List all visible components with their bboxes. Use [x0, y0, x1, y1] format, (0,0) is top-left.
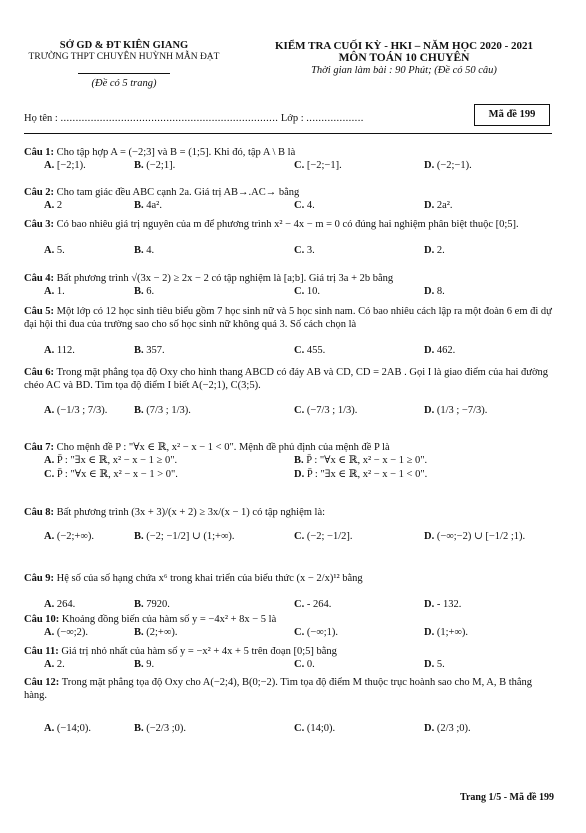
question-stem — [24, 645, 554, 658]
question-text: Bất phương trình √(3x − 2) ≥ 2x − 2 có tập nghiệm là [a;b]. Giá trị 3a + 2b bằng — [56, 273, 394, 284]
option-c[interactable] — [294, 404, 357, 417]
question-number: Câu 8: — [24, 507, 55, 518]
question-text: Cho mệnh đề P : "∀x ∈ ℝ, x² − x − 1 < 0". Mệnh đề phủ định của mệnh đề P là — [56, 442, 390, 453]
option-key: B. — [134, 531, 144, 542]
question-text: Khoảng đồng biến của hàm số y = −4x² + 8x − 5 là — [61, 614, 277, 625]
option-value: (−14;0). — [56, 723, 92, 734]
option-c[interactable] — [294, 244, 315, 257]
option-key: C. — [294, 345, 305, 356]
option-key: D. — [424, 405, 435, 416]
question-stem — [24, 506, 554, 519]
option-key: A. — [44, 455, 55, 466]
option-value: [−2;1). — [56, 160, 86, 171]
option-d[interactable] — [424, 244, 445, 257]
department-name: SỞ GD & ĐT KIÊN GIANG — [59, 40, 189, 51]
question-8 — [24, 506, 554, 542]
question-stem — [24, 272, 554, 285]
option-key: D. — [424, 160, 435, 171]
option-key: C. — [294, 627, 305, 638]
option-key: B. — [134, 599, 144, 610]
exam-duration: Thời gian làm bài : 90 Phút; (Đề có 50 câu) — [311, 65, 497, 76]
option-key: D. — [424, 599, 435, 610]
option-value: 8. — [436, 286, 445, 297]
question-text: Trong mặt phẳng tọa độ Oxy cho A(−2;4), B(0;−2). Tìm tọa độ điểm M thuộc trục hoành sao cho M, A, B thẳng hàng. — [24, 677, 533, 701]
option-d[interactable] — [424, 159, 472, 172]
option-b[interactable] — [134, 722, 186, 735]
option-a[interactable] — [44, 658, 65, 671]
option-key: B. — [134, 160, 144, 171]
option-value: 357. — [146, 345, 165, 356]
option-key: C. — [44, 469, 55, 480]
option-value: (−∞;−2) ∪ [−1/2 ;1). — [436, 531, 526, 542]
option-value: 10. — [306, 286, 320, 297]
question-number: Câu 1: — [24, 147, 55, 158]
option-a[interactable] — [44, 722, 91, 735]
option-key: A. — [44, 659, 55, 670]
question-stem — [24, 613, 554, 626]
question-11 — [24, 645, 554, 670]
option-c[interactable] — [294, 344, 325, 357]
question-text: Một lớp có 12 học sinh tiêu biểu gồm 7 học sinh nữ và 5 học sinh nam. Có bao nhiêu cách lập ra một đoàn 6 em đi dự đại hội thi đua của trường sao cho số học sinh nữ không quá 3. Số cách chọn là — [24, 306, 552, 330]
option-key: D. — [424, 627, 435, 638]
option-c[interactable] — [294, 285, 320, 298]
option-value: (2;+∞). — [146, 627, 178, 638]
question-text: Bất phương trình (3x + 3)/(x + 2) ≥ 3x/(x − 1) có tập nghiệm là: — [56, 507, 326, 518]
question-5 — [24, 305, 554, 356]
option-d[interactable] — [424, 658, 445, 671]
option-a[interactable] — [44, 530, 94, 543]
option-d[interactable] — [424, 626, 468, 639]
option-value: 5. — [56, 245, 65, 256]
student-info-line — [24, 112, 468, 126]
option-value: (−∞;1). — [306, 627, 339, 638]
question-stem — [24, 186, 554, 199]
class-label: Lớp : — [280, 113, 304, 124]
options-row — [24, 244, 554, 258]
option-c[interactable] — [294, 530, 353, 543]
option-key: A. — [44, 405, 55, 416]
option-key: B. — [134, 723, 144, 734]
option-a[interactable] — [44, 454, 177, 467]
name-label: Họ tên : — [24, 113, 58, 124]
question-text: Cho tập hợp A = (−2;3] và B = (1;5]. Khi đó, tập A \ B là — [56, 147, 296, 158]
options-row — [24, 285, 554, 299]
option-a[interactable] — [44, 344, 75, 357]
option-b[interactable] — [134, 598, 170, 611]
option-value: (1/3 ; −7/3). — [436, 405, 488, 416]
option-value: (14;0). — [306, 723, 336, 734]
option-key: B. — [134, 200, 144, 211]
option-key: A. — [44, 723, 55, 734]
question-number: Câu 2: — [24, 187, 55, 198]
option-b[interactable] — [134, 244, 154, 257]
option-value: 1. — [56, 286, 65, 297]
option-a[interactable] — [44, 626, 88, 639]
option-value: (−2;−1). — [436, 160, 472, 171]
option-a[interactable] — [44, 285, 65, 298]
option-a[interactable] — [44, 159, 86, 172]
option-value: (−2;+∞). — [56, 531, 94, 542]
option-key: A. — [44, 286, 55, 297]
header-separator — [24, 133, 552, 134]
option-value: (−∞;2). — [56, 627, 89, 638]
option-d[interactable] — [424, 722, 471, 735]
option-key: B. — [134, 659, 144, 670]
option-value: 2a². — [436, 200, 453, 211]
option-value: P̄ : "∃x ∈ ℝ, x² − x − 1 ≥ 0". — [56, 455, 178, 466]
option-value: (−1/3 ; 7/3). — [56, 405, 108, 416]
option-value: P̄ : "∀x ∈ ℝ, x² − x − 1 ≥ 0". — [306, 455, 428, 466]
options-row — [24, 658, 554, 672]
option-b[interactable] — [134, 626, 177, 639]
options-row — [24, 626, 554, 640]
option-key: A. — [44, 245, 55, 256]
option-a[interactable] — [44, 244, 65, 257]
option-key: C. — [294, 405, 305, 416]
question-3 — [24, 218, 554, 256]
question-10 — [24, 613, 554, 638]
option-key: C. — [294, 200, 305, 211]
option-d[interactable] — [424, 404, 487, 417]
option-key: B. — [294, 455, 304, 466]
exam-header — [236, 40, 572, 77]
option-b[interactable] — [134, 159, 175, 172]
option-value: (2/3 ;0). — [436, 723, 471, 734]
option-key: B. — [134, 286, 144, 297]
option-value: 462. — [436, 345, 456, 356]
option-value: 9. — [146, 659, 155, 670]
question-9 — [24, 572, 554, 610]
option-value: 3. — [306, 245, 315, 256]
option-b[interactable] — [134, 199, 162, 212]
option-key: C. — [294, 160, 305, 171]
option-c[interactable] — [294, 658, 315, 671]
option-b[interactable] — [134, 285, 154, 298]
school-name: TRƯỜNG THPT CHUYÊN HUỲNH MẪN ĐẠT — [28, 52, 220, 62]
question-number: Câu 11: — [24, 646, 59, 657]
question-number: Câu 4: — [24, 273, 55, 284]
question-stem — [24, 366, 554, 392]
question-stem — [24, 441, 554, 454]
question-text: Cho tam giác đều ABC cạnh 2a. Giá trị AB→.AC→ bằng — [56, 187, 300, 198]
option-key: B. — [134, 345, 144, 356]
option-value: P̄ : "∃x ∈ ℝ, x² − x − 1 < 0". — [306, 469, 428, 480]
option-key: D. — [424, 286, 435, 297]
question-7 — [24, 441, 554, 480]
question-number: Câu 3: — [24, 219, 55, 230]
option-value: P̄ : "∀x ∈ ℝ, x² − x − 1 > 0". — [56, 469, 178, 480]
option-c[interactable] — [294, 199, 315, 212]
option-value: - 264. — [306, 599, 332, 610]
question-number: Câu 12: — [24, 677, 60, 688]
option-key: D. — [294, 469, 305, 480]
header-divider — [78, 73, 170, 74]
option-a[interactable] — [44, 199, 62, 212]
question-text: Có bao nhiêu giá trị nguyên của m để phương trình x² − 4x − m = 0 có đúng hai nghiệm phân biệt thuộc [0;5]. — [56, 219, 519, 230]
option-key: D. — [424, 531, 435, 542]
question-stem — [24, 218, 554, 231]
options-row — [24, 454, 554, 468]
option-value: (−2; −1/2]. — [306, 531, 353, 542]
option-value: (1;+∞). — [436, 627, 469, 638]
option-key: A. — [44, 531, 55, 542]
option-key: C. — [294, 531, 305, 542]
question-stem — [24, 305, 554, 331]
option-c[interactable] — [294, 722, 335, 735]
question-number: Câu 6: — [24, 367, 55, 378]
question-6 — [24, 366, 554, 416]
option-c[interactable] — [294, 598, 331, 611]
option-value: (−2;1]. — [146, 160, 176, 171]
question-stem — [24, 572, 554, 585]
question-stem — [24, 676, 554, 702]
option-key: D. — [424, 723, 435, 734]
option-key: D. — [424, 200, 435, 211]
option-key: A. — [44, 160, 55, 171]
option-d[interactable] — [424, 199, 453, 212]
question-12 — [24, 676, 554, 734]
question-1 — [24, 146, 554, 171]
option-b[interactable] — [134, 658, 154, 671]
option-b[interactable] — [134, 530, 235, 543]
options-row — [24, 598, 554, 612]
question-number: Câu 5: — [24, 306, 55, 317]
option-key: B. — [134, 405, 144, 416]
question-number: Câu 9: — [24, 573, 55, 584]
option-value: 2. — [436, 245, 445, 256]
option-key: D. — [424, 245, 435, 256]
option-c[interactable] — [44, 468, 178, 481]
options-row — [24, 722, 554, 736]
option-c[interactable] — [294, 159, 342, 172]
option-value: 2 — [56, 200, 63, 211]
option-key: B. — [134, 627, 144, 638]
option-value: 4a². — [146, 200, 162, 211]
option-key: C. — [294, 286, 305, 297]
option-d[interactable] — [294, 468, 427, 481]
option-d[interactable] — [424, 285, 445, 298]
option-key: D. — [424, 345, 435, 356]
option-b[interactable] — [134, 344, 165, 357]
school-header — [22, 40, 226, 90]
option-key: B. — [134, 245, 144, 256]
option-key: D. — [424, 659, 435, 670]
option-value: - 132. — [436, 599, 462, 610]
options-row — [24, 199, 554, 213]
exam-code-box: Mã đề 199 — [474, 104, 550, 126]
option-value: 5. — [436, 659, 445, 670]
option-key: A. — [44, 599, 55, 610]
option-key: A. — [44, 627, 55, 638]
name-field: ........................................................................ — [60, 113, 279, 124]
option-value: 0. — [306, 659, 315, 670]
question-2 — [24, 186, 554, 211]
option-value: (−2/3 ;0). — [146, 723, 187, 734]
option-key: C. — [294, 723, 305, 734]
option-value: 7920. — [146, 599, 170, 610]
class-field: ................... — [306, 113, 364, 124]
option-value: 4. — [306, 200, 315, 211]
option-d[interactable] — [424, 530, 525, 543]
options-row — [24, 404, 554, 418]
option-value: (7/3 ; 1/3). — [146, 405, 191, 416]
question-number: Câu 10: — [24, 614, 60, 625]
option-value: 4. — [146, 245, 155, 256]
option-b[interactable] — [294, 454, 427, 467]
option-d[interactable] — [424, 598, 461, 611]
option-a[interactable] — [44, 404, 107, 417]
option-key: C. — [294, 245, 305, 256]
option-value: 2. — [56, 659, 65, 670]
options-row — [24, 159, 554, 173]
subject-title: MÔN TOÁN 10 CHUYÊN — [338, 52, 470, 64]
question-stem — [24, 146, 554, 159]
options-row — [24, 468, 554, 482]
page-count-note: (Đề có 5 trang) — [91, 78, 157, 89]
question-4 — [24, 272, 554, 297]
option-value: (−2; −1/2] ∪ (1;+∞). — [146, 531, 235, 542]
option-b[interactable] — [134, 404, 191, 417]
option-value: 455. — [306, 345, 326, 356]
option-key: C. — [294, 659, 305, 670]
page-footer: Trang 1/5 - Mã đề 199 — [460, 792, 554, 803]
option-a[interactable] — [44, 598, 75, 611]
question-text: Hệ số của số hạng chứa x⁶ trong khai triển của biểu thức (x − 2/x)¹² bằng — [56, 573, 363, 584]
options-row — [24, 530, 554, 544]
question-text: Giá trị nhỏ nhất của hàm số y = −x² + 4x + 5 trên đoạn [0;5] bằng — [61, 646, 337, 657]
exam-title: KIỂM TRA CUỐI KỲ - HKI – NĂM HỌC 2020 - 2021 — [275, 40, 533, 52]
question-text: Trong mặt phẳng tọa độ Oxy cho hình thang ABCD có đáy AB và CD, CD = 2AB . Gọi I là giao điểm của hai đường chéo AC và BD. Tìm tọa độ điểm I biết A(−2;1), C(3;5). — [24, 367, 549, 391]
option-value: [−2;−1]. — [306, 160, 342, 171]
option-value: (−7/3 ; 1/3). — [306, 405, 358, 416]
option-value: 112. — [56, 345, 75, 356]
option-key: A. — [44, 345, 55, 356]
option-value: 6. — [146, 286, 155, 297]
option-c[interactable] — [294, 626, 338, 639]
question-number: Câu 7: — [24, 442, 55, 453]
option-key: A. — [44, 200, 55, 211]
option-value: 264. — [56, 599, 76, 610]
option-d[interactable] — [424, 344, 455, 357]
option-key: C. — [294, 599, 305, 610]
options-row — [24, 344, 554, 358]
